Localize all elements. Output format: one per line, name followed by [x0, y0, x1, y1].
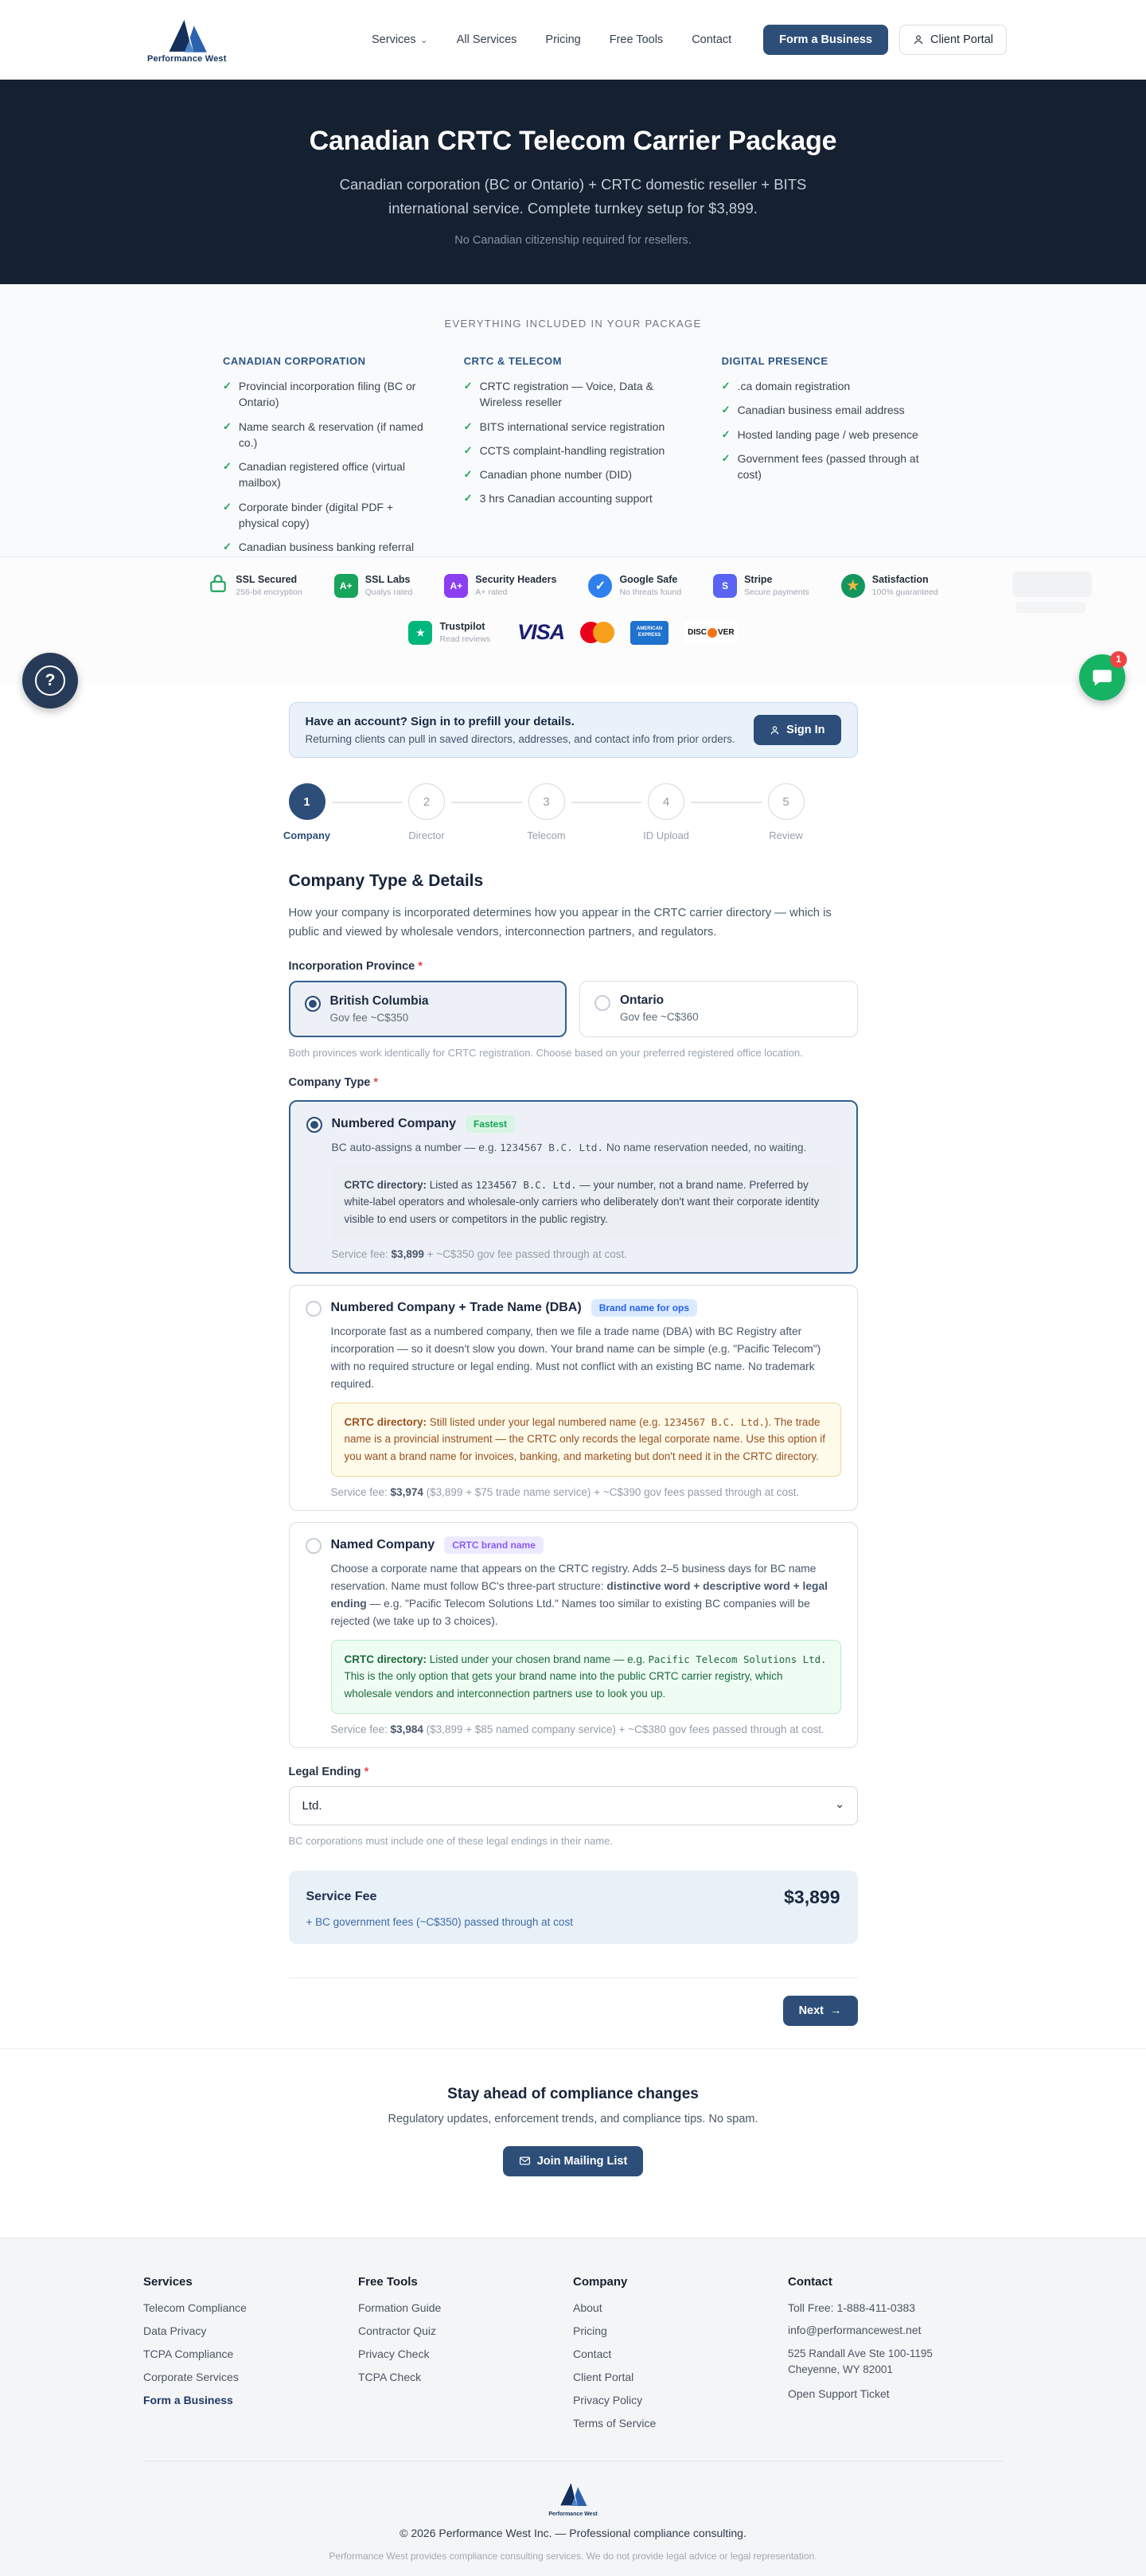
checkmark-icon: ✓ — [223, 541, 232, 553]
radio-unchecked-icon — [306, 1538, 322, 1554]
checkmark-icon: ✓ — [463, 380, 473, 392]
shield-check-icon: ✓ — [588, 574, 612, 598]
footer-link-data-privacy[interactable]: Data Privacy — [143, 2324, 207, 2337]
stripe-s-icon: S — [713, 574, 737, 598]
trust-badge-ssl-labs — [334, 574, 413, 598]
hero-subtitle: Canadian corporation (BC or Ontario) + CRTC domestic reseller + BITS international service. Complete turnkey setup for $3,899. — [339, 176, 807, 217]
chevron-down-icon: ⌄ — [834, 1797, 845, 1812]
lock-icon — [208, 572, 228, 599]
checkmark-icon: ✓ — [721, 404, 731, 416]
brand-wordmark: Performance West — [548, 2511, 598, 2517]
included-item-text: Corporate binder (digital PDF + physical copy) — [238, 500, 394, 530]
included-item — [464, 378, 693, 411]
included-item — [223, 419, 435, 451]
included-section — [0, 284, 1146, 557]
footer-link-contractor-quiz[interactable]: Contractor Quiz — [358, 2324, 437, 2337]
star-icon: ★ — [841, 574, 865, 598]
included-item — [223, 378, 435, 411]
province-options — [289, 981, 858, 1037]
province-fee: Gov fee ~C$350 — [329, 1011, 409, 1024]
nav-link-pricing[interactable] — [545, 33, 580, 46]
nav-link-all-services[interactable] — [457, 33, 517, 46]
nav-link-label: Contact — [692, 33, 732, 46]
province-field-label: Incorporation Province * — [288, 959, 423, 973]
trust-badge-stripe — [713, 574, 809, 598]
footer-link-tcpa-check[interactable]: TCPA Check — [358, 2370, 422, 2383]
included-item-text: Government fees (passed through at cost) — [737, 451, 919, 482]
province-option-british-columbia[interactable] — [289, 981, 567, 1037]
trustpilot-widget[interactable] — [408, 621, 490, 645]
included-item-text: Hosted landing page / web presence — [737, 427, 918, 441]
stepper-step-number: 1 — [289, 783, 325, 820]
included-column-canadian-corporation — [223, 355, 435, 564]
included-item-text: CRTC registration — Voice, Data & Wireless reseller — [479, 380, 653, 409]
radio-checked-icon — [305, 996, 321, 1012]
trust-badges — [0, 572, 1146, 599]
included-item-text: Provincial incorporation filing (BC or Ontario) — [238, 380, 416, 409]
checkmark-icon: ✓ — [463, 443, 473, 456]
person-icon — [913, 34, 924, 45]
trust-badge-sub: Secure payments — [744, 587, 809, 597]
next-step-button[interactable] — [783, 1996, 858, 2026]
site-footer — [0, 2238, 1146, 2576]
province-option-ontario[interactable] — [579, 981, 858, 1037]
footer-column-free-tools — [358, 2275, 573, 2440]
nav-link-label: Free Tools — [609, 33, 664, 46]
legal-ending-hint: BC corporations must include one of these legal endings in their name. — [288, 1834, 614, 1847]
form-heading: Company Type & Details — [288, 872, 484, 890]
included-list — [223, 378, 435, 556]
nav-link-label: Services — [372, 33, 416, 46]
question-mark-icon: ? — [35, 665, 65, 696]
chevron-down-icon: ⌄ — [419, 34, 428, 45]
nav-link-free-tools[interactable] — [610, 33, 663, 46]
included-item — [223, 499, 435, 532]
hero-title: Canadian CRTC Telecom Carrier Package — [309, 126, 837, 156]
footer-column-title: Company — [573, 2274, 628, 2289]
company-type-description: Incorporate fast as a numbered company, then we file a trade name (DBA) with BC Registry after incorporation — so it doesn't slow you down. Your brand name can be simple (e.g. "Pacific Telecom") with no required structure or legal ending. Must not conflict with an existing BC name. No trademark required. — [330, 1325, 821, 1390]
footer-link-privacy-check[interactable]: Privacy Check — [358, 2347, 430, 2360]
stepper-step-telecom[interactable] — [528, 783, 565, 841]
stepper-step-label: Company — [283, 829, 331, 841]
checkmark-icon: ✓ — [721, 427, 731, 440]
trust-badge-ssl-secured — [208, 572, 302, 599]
included-item — [223, 459, 435, 491]
included-item-text: BITS international service registration — [479, 420, 665, 433]
footer-link-pricing[interactable]: Pricing — [573, 2324, 607, 2337]
trust-badge-title: SSL Secured — [236, 574, 298, 585]
service-fee-note: + BC government fees (~C$350) passed through at cost — [306, 1915, 573, 1928]
divider — [289, 1977, 858, 1978]
footer-link-tcpa-compliance[interactable]: TCPA Compliance — [143, 2347, 234, 2360]
company-type-title: Numbered Company + Trade Name (DBA) — [330, 1300, 582, 1314]
form-description: How your company is incorporated determines how you appear in the CRTC carrier directory — which is public and viewed by wholesale vendors, interconnection partners, and regulators. — [288, 907, 832, 939]
included-column-digital-presence — [722, 355, 923, 564]
footer-link-form-a-business[interactable]: Form a Business — [143, 2393, 233, 2406]
footer-column-contact — [788, 2275, 1003, 2440]
stepper-step-label: Review — [769, 829, 803, 841]
widget-placeholder — [1015, 602, 1086, 613]
order-form-section — [0, 685, 1146, 2048]
footer-link-corporate-services[interactable]: Corporate Services — [143, 2370, 239, 2383]
checkmark-icon: ✓ — [463, 492, 473, 505]
included-column-crtc-telecom — [464, 355, 693, 564]
checkmark-icon: ✓ — [721, 380, 731, 392]
signin-subtitle: Returning clients can pull in saved directors, addresses, and contact info from prior orders. — [305, 733, 735, 745]
logo-mountain-icon — [558, 2480, 588, 2506]
footer-columns — [143, 2275, 1003, 2440]
footer-link-privacy-policy[interactable]: Privacy Policy — [573, 2393, 643, 2406]
a-plus-green-icon: A+ — [334, 574, 358, 598]
footer-phone[interactable]: Toll Free: 1-888-411-0383 — [788, 2301, 916, 2314]
stepper-step-number: 5 — [768, 783, 805, 820]
trust-badge-title: Satisfaction — [871, 574, 929, 585]
trustpilot-star-icon: ★ — [408, 621, 432, 645]
amex-logo-icon: AMERICAN EXPRESS — [630, 621, 668, 645]
trust-badge-sub: Qualys rated — [364, 587, 413, 597]
signin-banner — [289, 702, 858, 758]
radio-unchecked-icon — [594, 995, 610, 1011]
trust-badge-satisfaction — [841, 574, 938, 598]
footer-bottom — [0, 2461, 1146, 2562]
included-column-title: CRTC & TELECOM — [463, 355, 562, 367]
newsletter-section — [0, 2048, 1146, 2238]
client-portal-button[interactable] — [899, 25, 1007, 55]
company-type-option-numbered[interactable] — [289, 1100, 858, 1274]
company-type-field-label: Company Type * — [288, 1075, 379, 1089]
progress-stepper — [283, 783, 805, 841]
nav-link-label: Pricing — [545, 33, 581, 46]
included-item — [722, 378, 923, 394]
included-item — [464, 419, 693, 435]
person-icon — [770, 725, 780, 736]
stepper-step-number: 4 — [648, 783, 684, 820]
included-item — [722, 451, 923, 483]
trust-badge-sub: No threats found — [619, 587, 682, 597]
crtc-directory-note: CRTC directory: Listed as 1234567 B.C. Ltd. — your number, not a brand name. Preferred by white-label operators and wholesale-only carriers who deliberately don't want their corporate identity visible to end users or competitors in the public registry. — [332, 1166, 840, 1239]
checkmark-icon: ✓ — [463, 420, 473, 432]
footer-email[interactable]: info@performancewest.net — [788, 2323, 922, 2336]
service-fee-summary — [289, 1871, 858, 1944]
stepper-connector — [571, 802, 642, 803]
footer-link-contact[interactable]: Contact — [573, 2347, 612, 2360]
nav-link-services[interactable] — [372, 33, 428, 46]
checkmark-icon: ✓ — [721, 451, 731, 464]
trust-badge-title: Stripe — [744, 574, 773, 585]
crtc-brand-badge: CRTC brand name — [444, 1536, 544, 1554]
legal-ending-select[interactable] — [289, 1786, 858, 1825]
join-mailing-list-button[interactable] — [503, 2146, 644, 2176]
checkmark-icon: ✓ — [463, 468, 473, 481]
company-type-option-dba[interactable] — [289, 1285, 858, 1511]
footer-column-title: Free Tools — [358, 2274, 418, 2289]
included-item — [722, 427, 923, 443]
radio-checked-icon — [306, 1117, 322, 1133]
crtc-directory-note: CRTC directory: Still listed under your legal numbered name (e.g. 1234567 B.C. Ltd.). The trade name is a provincial instrument — the CRTC only records the legal corporate name. Use this option if you want a brand name for invoices, banking, and marketing but don't need it in the CRTC directory. — [331, 1403, 841, 1477]
footer-support-ticket-link[interactable]: Open Support Ticket — [788, 2387, 890, 2401]
chat-unread-badge: 1 — [1110, 651, 1127, 668]
disclaimer-text: Performance West provides compliance consulting services. We do not provide legal advice or legal representation. — [329, 2550, 817, 2562]
included-heading: EVERYTHING INCLUDED IN YOUR PACKAGE — [444, 318, 702, 330]
company-type-title: Numbered Company — [331, 1116, 456, 1130]
footer-column-title: Services — [143, 2274, 193, 2289]
company-type-title: Named Company — [330, 1537, 435, 1551]
included-item-text: 3 hrs Canadian accounting support — [479, 492, 653, 505]
stepper-step-id-upload[interactable] — [643, 783, 689, 841]
trust-badge-title: SSL Labs — [364, 574, 411, 585]
stepper-step-number: 3 — [528, 783, 565, 820]
stepper-step-label: Telecom — [527, 829, 566, 841]
footer-column-title: Contact — [788, 2274, 832, 2289]
main-nav — [372, 33, 731, 46]
stepper-step-director[interactable] — [408, 783, 445, 841]
next-label: Next — [798, 2004, 824, 2017]
included-item — [464, 490, 693, 506]
included-item — [464, 466, 693, 482]
included-column-title: CANADIAN CORPORATION — [223, 355, 366, 367]
checkmark-icon: ✓ — [223, 420, 232, 432]
service-fee-line: Service fee: $3,974 ($3,899 + $75 trade name service) + ~C$390 gov fees passed through at cost. — [330, 1485, 800, 1498]
included-item — [722, 402, 923, 418]
form-a-business-button[interactable]: Form a Business — [763, 25, 888, 55]
stepper-step-label: ID Upload — [643, 829, 689, 841]
footer-link-telecom-compliance[interactable]: Telecom Compliance — [143, 2301, 247, 2314]
stepper-connector — [691, 802, 762, 803]
payment-logos — [0, 620, 1146, 645]
checkmark-icon: ✓ — [223, 460, 232, 473]
nav-link-contact[interactable] — [692, 33, 731, 46]
mastercard-logo-icon — [580, 622, 614, 643]
checkmark-icon: ✓ — [223, 380, 232, 392]
included-list — [722, 378, 923, 482]
trustpilot-sub: Read reviews — [439, 634, 491, 644]
sign-in-button[interactable] — [754, 715, 840, 745]
included-item-text: Canadian business email address — [737, 404, 905, 417]
trust-badge-google-safe — [588, 574, 681, 598]
trustpilot-title: Trustpilot — [439, 621, 485, 632]
brand-name-badge: Brand name for ops — [591, 1299, 697, 1317]
footer-link-terms-of-service[interactable]: Terms of Service — [573, 2416, 657, 2430]
included-item-text: Canadian phone number (DID) — [479, 468, 633, 482]
sign-in-label: Sign In — [786, 724, 825, 736]
chat-bubble-icon — [1091, 666, 1113, 689]
envelope-icon — [519, 2155, 531, 2167]
service-fee-line: Service fee: $3,984 ($3,899 + $85 named company service) + ~C$380 gov fees passed through at cost. — [330, 1723, 824, 1735]
crtc-directory-note: CRTC directory: Listed under your chosen brand name — e.g. Pacific Telecom Solutions Ltd. This is the only option that gets your brand name into the public CRTC carrier registry, which wholesale vendors and interconnection partners use to look you up. — [331, 1640, 841, 1714]
included-column-title: DIGITAL PRESENCE — [721, 355, 828, 367]
newsletter-subtitle: Regulatory updates, enforcement trends, and compliance tips. No spam. — [388, 2112, 758, 2125]
service-fee-label: Service Fee — [306, 1890, 377, 1904]
province-fee: Gov fee ~C$360 — [620, 1010, 699, 1023]
trust-section — [0, 557, 1146, 685]
nav-link-label: All Services — [456, 33, 517, 46]
included-item-text: Canadian registered office (virtual mailbox) — [238, 460, 405, 490]
footer-link-client-portal[interactable]: Client Portal — [573, 2370, 634, 2383]
footer-link-formation-guide[interactable]: Formation Guide — [358, 2301, 442, 2314]
join-mailing-list-label: Join Mailing List — [536, 2154, 628, 2168]
signin-title: Have an account? Sign in to prefill your details. — [305, 715, 575, 728]
footer-column-company — [573, 2275, 788, 2440]
stepper-step-label: Director — [408, 829, 445, 841]
included-item — [464, 443, 693, 459]
trust-badge-security-headers — [444, 574, 556, 598]
service-fee-amount: $3,899 — [784, 1886, 840, 1907]
footer-column-services — [143, 2275, 358, 2440]
included-item-text: Canadian business banking referral — [238, 541, 415, 554]
stepper-connector — [451, 802, 522, 803]
stepper-step-company[interactable] — [283, 783, 331, 841]
included-item-text: .ca domain registration — [737, 380, 851, 392]
service-fee-line: Service fee: $3,899 + ~C$350 gov fee passed through at cost. — [331, 1247, 628, 1260]
stepper-step-number: 2 — [408, 783, 445, 820]
trust-badge-sub: A+ rated — [475, 587, 508, 597]
stepper-step-review[interactable] — [768, 783, 805, 841]
brand-wordmark: Performance West — [147, 54, 227, 64]
newsletter-title: Stay ahead of compliance changes — [447, 2085, 699, 2102]
site-header — [0, 0, 1146, 80]
footer-link-about[interactable]: About — [573, 2301, 602, 2314]
province-hint: Both provinces work identically for CRTC registration. Choose based on your preferred registered office location. — [288, 1046, 803, 1059]
company-type-option-named[interactable] — [289, 1522, 858, 1748]
checkmark-icon: ✓ — [223, 500, 232, 513]
chat-launcher-button[interactable] — [1079, 654, 1125, 701]
trust-badge-title: Google Safe — [619, 574, 678, 585]
trust-badge-sub: 256-bit encryption — [236, 587, 302, 597]
company-type-description: Choose a corporate name that appears on the CRTC registry. Adds 2–5 business days for BC name reservation. Name must follow BC's three-part structure: distinctive word + descriptive word + legal ending — e.g. "Pacific Telecom Solutions Ltd." Names too similar to existing BC companies will be rejected (we take up to 3 choices). — [330, 1562, 828, 1627]
discover-logo-icon: DISC VER — [684, 621, 737, 645]
included-item-text: Name search & reservation (if named co.) — [238, 420, 423, 449]
visa-logo-icon: VISA — [517, 620, 565, 644]
a-plus-purple-icon: A+ — [444, 574, 468, 598]
trust-badge-sub: 100% guaranteed — [871, 587, 938, 597]
stepper-connector — [332, 802, 403, 803]
arrow-right-icon: → — [830, 2004, 842, 2017]
hero-note: No Canadian citizenship required for resellers. — [454, 234, 692, 248]
hero-section — [0, 80, 1146, 284]
logo-mountain-icon — [166, 16, 209, 53]
included-item — [223, 539, 435, 555]
company-type-description: BC auto-assigns a number — e.g. 1234567 B.C. Ltd. No name reservation needed, no waiting. — [331, 1141, 807, 1153]
included-item-text: CCTS complaint-handling registration — [479, 443, 665, 457]
trust-badge-title: Security Headers — [475, 574, 557, 585]
included-list — [464, 378, 693, 507]
legal-ending-field-label: Legal Ending * — [288, 1765, 369, 1778]
province-name: Ontario — [620, 993, 665, 1007]
widget-placeholder — [1012, 572, 1092, 597]
client-portal-label: Client Portal — [930, 33, 993, 46]
fastest-badge: Fastest — [466, 1115, 515, 1133]
brand-logo[interactable] — [147, 16, 227, 64]
accessibility-help-button[interactable] — [22, 653, 78, 708]
radio-unchecked-icon — [306, 1301, 322, 1317]
copyright-text: © 2026 Performance West Inc. — Professional compliance consulting. — [400, 2526, 746, 2539]
province-name: British Columbia — [329, 993, 429, 1008]
included-grid — [223, 355, 923, 564]
footer-address: 525 Randall Ave Ste 100-1195 Cheyenne, WY 82001 — [788, 2347, 933, 2375]
